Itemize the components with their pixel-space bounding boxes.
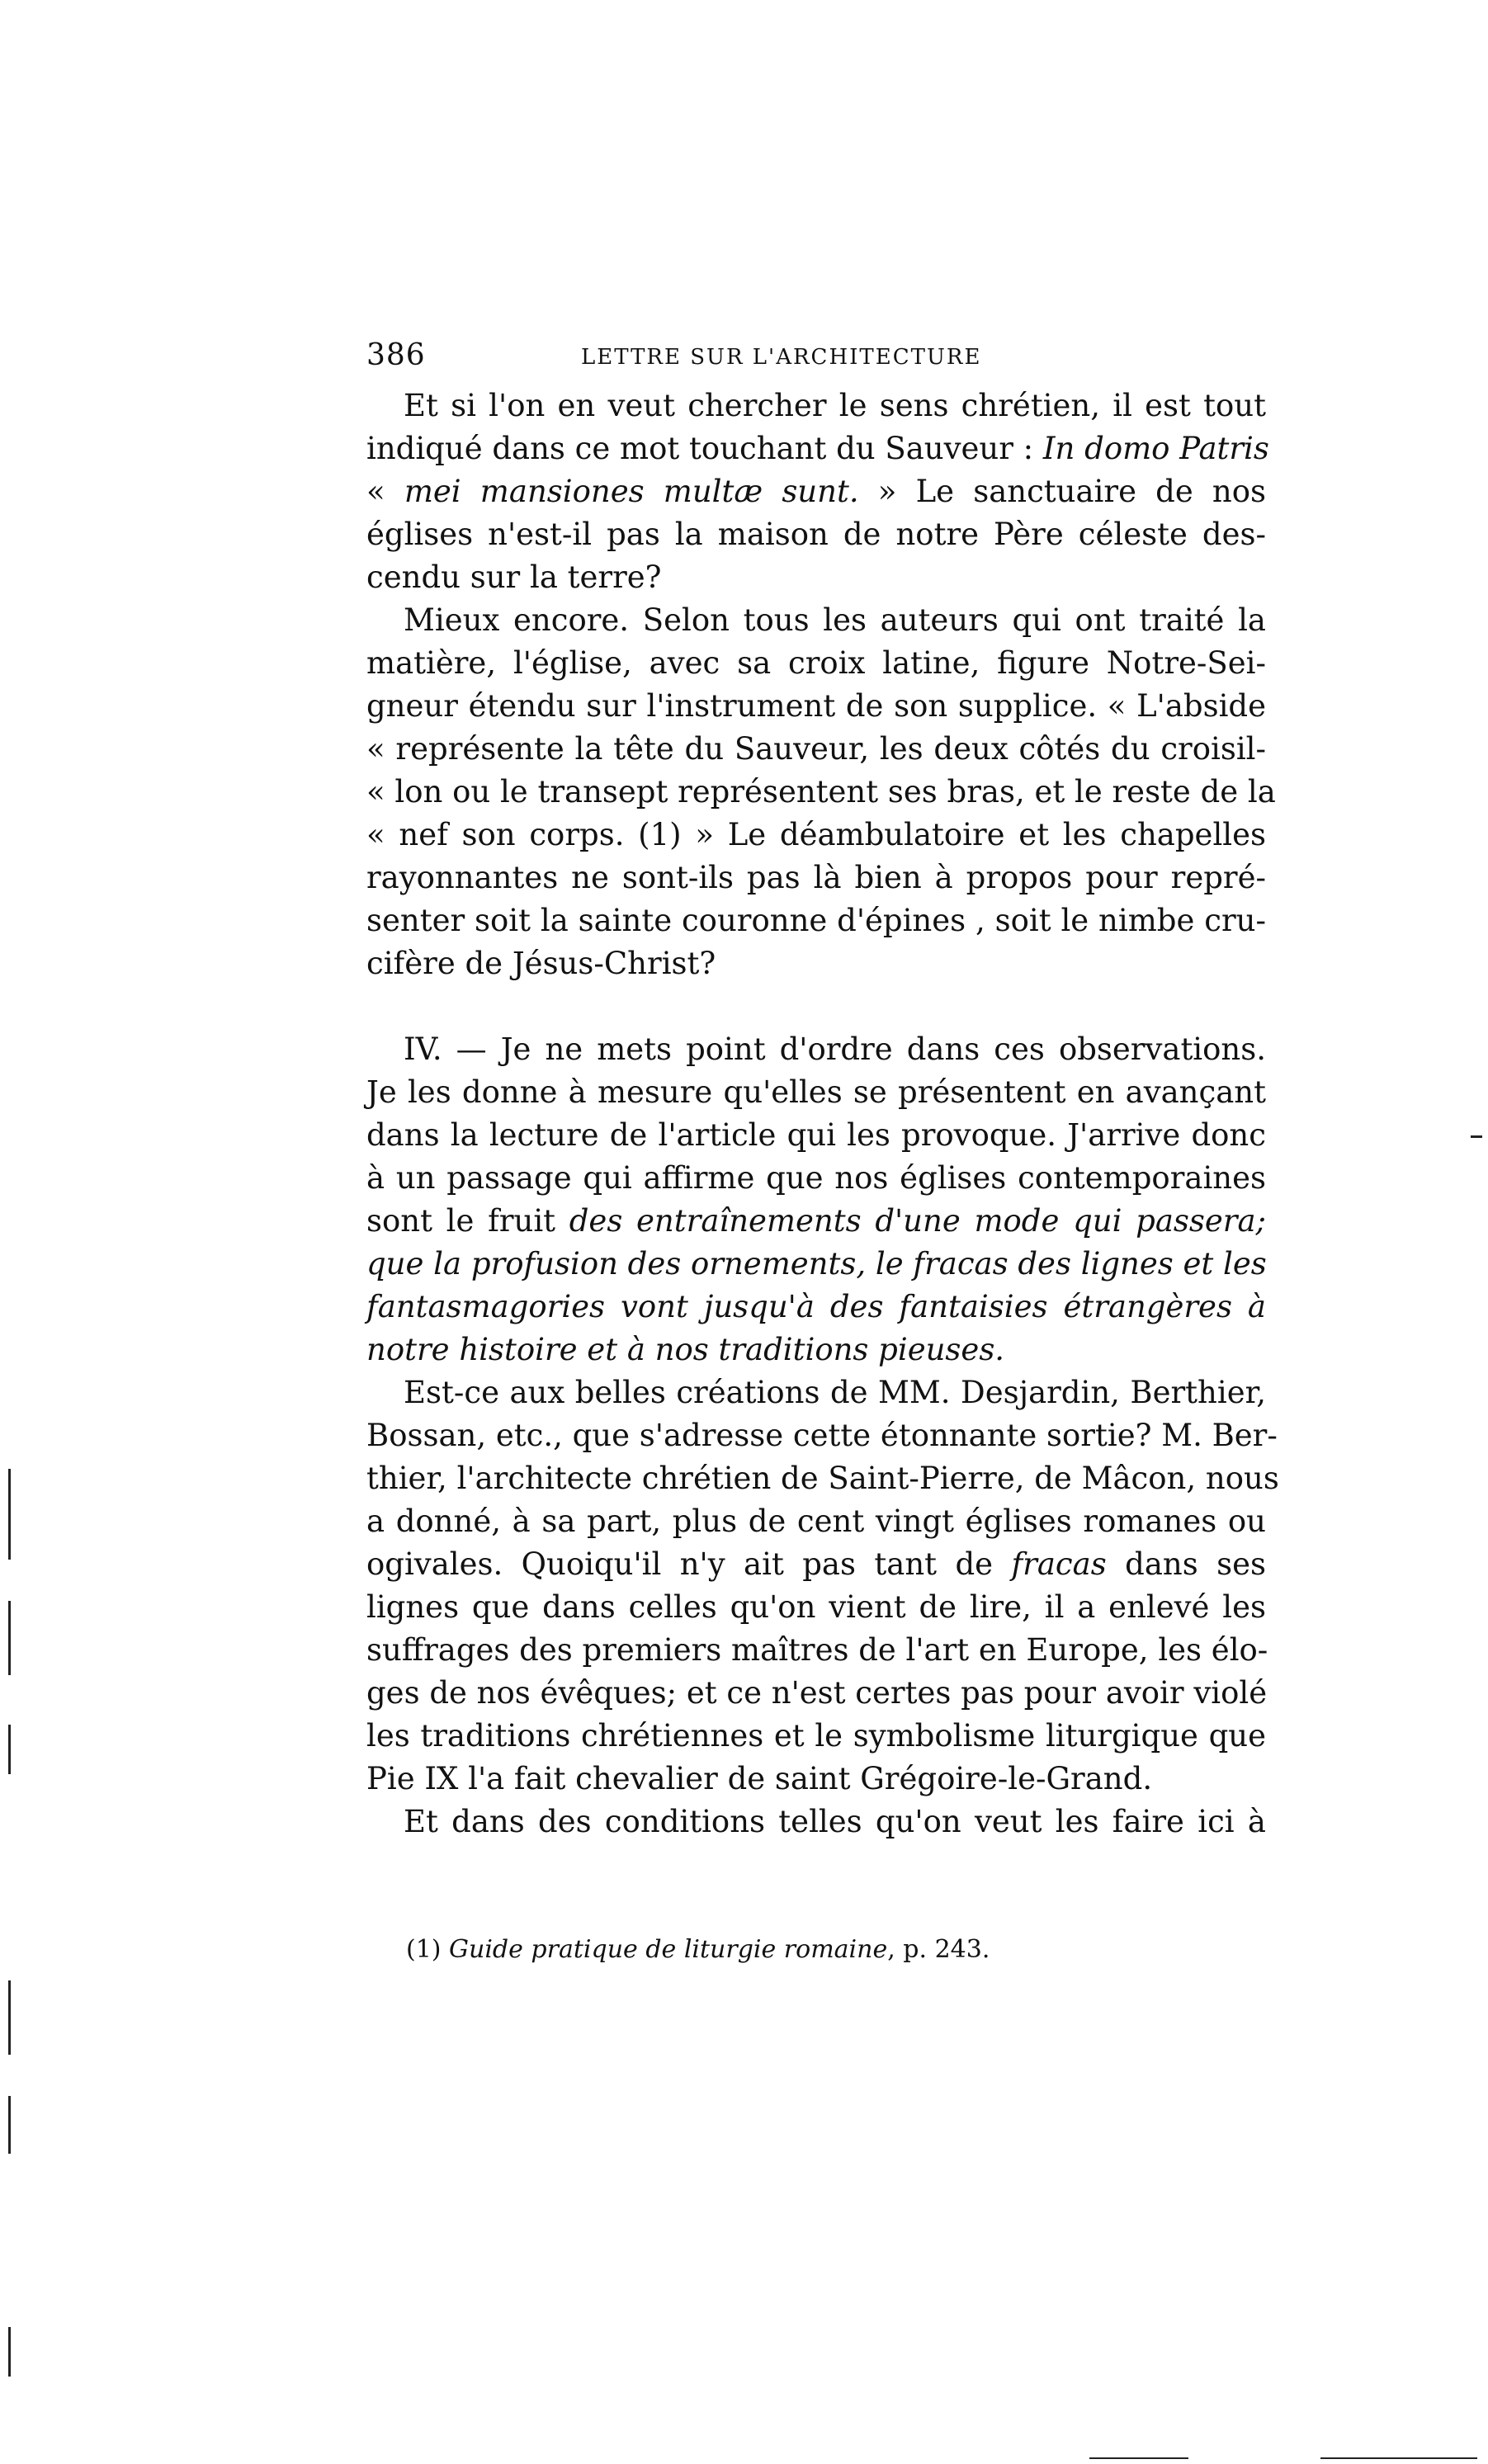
footnote-title: Guide pratique de liturgie romaine bbox=[449, 1935, 888, 1964]
text-segment: « lon ou le transept représentent ses bras, et le reste de la bbox=[366, 774, 1276, 810]
text-segment: rayonnantes ne sont-ils pas là bien à propos pour repré- bbox=[366, 860, 1266, 895]
scan-bottom-rule bbox=[1089, 2457, 1188, 2459]
text-line bbox=[366, 642, 1266, 685]
scan-margin-mark bbox=[8, 2096, 11, 2154]
text-segment: senter soit la sainte couronne d'épines , soit le nimbe cru- bbox=[366, 903, 1266, 938]
text-line bbox=[366, 470, 1266, 513]
footnote bbox=[406, 1935, 990, 1964]
italic-segment: fantasmagories vont jusqu'à des fantaisies étrangères à bbox=[366, 1289, 1266, 1324]
scan-margin-mark bbox=[8, 2327, 11, 2377]
text-line bbox=[366, 513, 1266, 556]
text-segment: sont le fruit bbox=[366, 1203, 569, 1239]
text-segment: a donné, à sa part, plus de cent vingt églises romanes ou bbox=[366, 1503, 1266, 1539]
italic-segment: notre histoire et à nos traditions pieuses. bbox=[366, 1332, 1005, 1367]
text-line bbox=[366, 1243, 1266, 1286]
text-line bbox=[366, 1586, 1266, 1629]
text-segment: thier, l'architecte chrétien de Saint-Pierre, de Mâcon, nous bbox=[366, 1461, 1279, 1496]
italic-segment: In domo Patris bbox=[1042, 431, 1269, 466]
text-line bbox=[366, 1071, 1266, 1114]
footnote-marker: (1) bbox=[406, 1935, 442, 1964]
text-segment: dans la lecture de l'article qui les provoque. J'arrive donc bbox=[366, 1117, 1266, 1153]
section-gap bbox=[366, 985, 1266, 1028]
italic-segment: mei mansiones multæ sunt. bbox=[404, 474, 859, 509]
text-line bbox=[366, 1114, 1266, 1157]
text-segment: » Le sanctuaire de nos bbox=[858, 474, 1266, 509]
text-line bbox=[366, 1715, 1266, 1758]
text-segment: à un passage qui affirme que nos églises contemporaines bbox=[366, 1160, 1266, 1196]
text-line bbox=[366, 1672, 1266, 1715]
text-line bbox=[366, 685, 1266, 728]
scan-bottom-rule bbox=[1320, 2457, 1477, 2459]
text-segment: Bossan, etc., que s'adresse cette étonnante sortie? M. Ber- bbox=[366, 1418, 1278, 1453]
page-number: 386 bbox=[366, 338, 426, 372]
text-segment: Je les donne à mesure qu'elles se présentent en avançant bbox=[366, 1074, 1266, 1110]
text-line bbox=[366, 814, 1266, 857]
text-line bbox=[366, 556, 1266, 599]
text-segment: Et si l'on en veut chercher le sens chrétien, il est tout bbox=[404, 388, 1266, 423]
text-line bbox=[366, 599, 1266, 642]
running-title: LETTRE SUR L'ARCHITECTURE bbox=[581, 345, 982, 370]
text-segment: « représente la tête du Sauveur, les deux côtés du croisil- bbox=[366, 731, 1266, 767]
text-segment: « nef son corps. (1) » Le déambulatoire et les chapelles bbox=[366, 817, 1266, 852]
text-segment: cifère de Jésus-Christ? bbox=[366, 946, 716, 981]
text-line bbox=[366, 899, 1266, 942]
scan-margin-mark bbox=[8, 1980, 11, 2055]
text-segment: Et dans des conditions telles qu'on veut les faire ici à bbox=[404, 1804, 1266, 1839]
text-segment: IV. — Je ne mets point d'ordre dans ces observations. bbox=[404, 1031, 1266, 1067]
text-line bbox=[366, 1543, 1266, 1586]
text-line bbox=[366, 427, 1269, 470]
text-segment: les traditions chrétiennes et le symbolisme liturgique que bbox=[366, 1718, 1266, 1754]
text-segment: dans ses bbox=[1106, 1546, 1266, 1582]
text-segment: Est-ce aux belles créations de MM. Desjardin, Berthier, bbox=[404, 1375, 1266, 1410]
text-segment: « bbox=[366, 474, 404, 509]
text-line bbox=[366, 1157, 1266, 1200]
text-segment: ges de nos évêques; et ce n'est certes pas pour avoir violé bbox=[366, 1675, 1268, 1711]
italic-segment: des entraînements d'une mode qui passera; bbox=[569, 1203, 1266, 1239]
text-line bbox=[366, 1457, 1279, 1500]
scan-margin-mark bbox=[8, 1601, 11, 1675]
scan-margin-mark bbox=[8, 1469, 11, 1560]
text-segment: Pie IX l'a fait chevalier de saint Grégoire-le-Grand. bbox=[366, 1761, 1153, 1796]
text-line bbox=[366, 385, 1266, 427]
text-line bbox=[366, 1371, 1266, 1414]
text-line bbox=[366, 1801, 1266, 1843]
body-text bbox=[366, 385, 1279, 1843]
text-line bbox=[366, 1500, 1266, 1543]
text-segment: ogivales. Quoiqu'il n'y ait pas tant de bbox=[366, 1546, 1012, 1582]
text-line bbox=[366, 1028, 1266, 1071]
text-segment: églises n'est-il pas la maison de notre Père céleste des- bbox=[366, 517, 1266, 552]
text-segment: suffrages des premiers maîtres de l'art en Europe, les élo- bbox=[366, 1632, 1268, 1668]
text-line bbox=[366, 1414, 1278, 1457]
text-line bbox=[366, 1329, 1266, 1371]
italic-segment: que la profusion des ornements, le fracas des lignes et les bbox=[366, 1246, 1267, 1282]
italic-segment: fracas bbox=[1011, 1546, 1107, 1582]
text-segment: lignes que dans celles qu'on vient de lire, il a enlevé les bbox=[366, 1589, 1266, 1625]
text-segment: indiqué dans ce mot touchant du Sauveur : bbox=[366, 431, 1043, 466]
text-line bbox=[366, 857, 1266, 899]
page-header bbox=[366, 338, 1258, 380]
scan-margin-mark bbox=[1471, 1135, 1482, 1138]
text-line bbox=[366, 728, 1266, 771]
text-line bbox=[366, 942, 1266, 985]
text-line bbox=[366, 1286, 1266, 1329]
text-line bbox=[366, 1758, 1266, 1801]
text-line bbox=[366, 1629, 1266, 1672]
text-segment: cendu sur la terre? bbox=[366, 559, 662, 595]
scan-margin-mark bbox=[8, 1725, 11, 1774]
text-segment: gneur étendu sur l'instrument de son supplice. « L'abside bbox=[366, 688, 1266, 724]
text-segment: matière, l'église, avec sa croix latine, figure Notre-Sei- bbox=[366, 645, 1266, 681]
text-line bbox=[366, 1200, 1266, 1243]
footnote-rest: , p. 243. bbox=[887, 1935, 990, 1964]
text-segment: Mieux encore. Selon tous les auteurs qui ont traité la bbox=[404, 602, 1266, 638]
text-line bbox=[366, 771, 1276, 814]
